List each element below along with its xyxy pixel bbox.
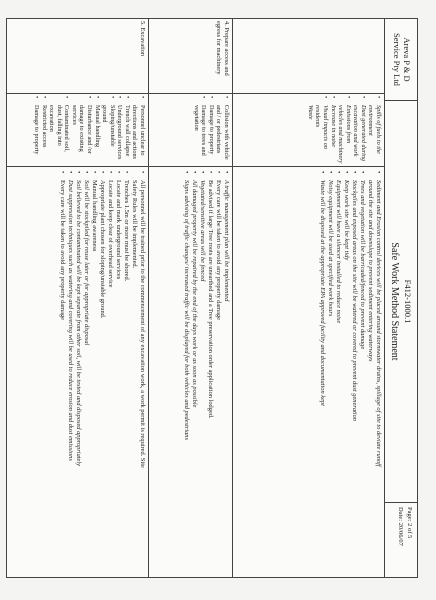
hazard-item: • Dust generated during excavation and work [352,95,367,164]
hazards-cell [233,94,384,167]
control-item: • All personnel will be trained prior to the commencement of any excavation work, a work permit is required. Site [138,170,146,574]
controls-cell [149,167,232,577]
company-name-line1: Areva P & D [402,37,412,82]
step-cell [233,19,384,94]
control-item: • Soil believed to be contaminated will be kept separate from other soil, will be tested and disposed appropriately [74,170,82,574]
hazard-item: • Contaminated soil, dust, falling into excavation [48,95,71,164]
hazard-item: • Damage to property [207,95,215,164]
document-title: Safe Work Method Statement [389,242,400,361]
hazards-cell [7,94,148,167]
control-item: • Stockpiles and exposed areas on the site will be watered or covered to prevent dust generation [350,170,358,574]
document-code: F412-1000.1 [403,279,413,324]
hazard-tail: Waste [306,105,314,120]
control-item: • Manual handling awareness [90,170,98,574]
hazard-item: • Sloping/unstable ground [101,95,116,164]
control-item: • Trees and vegetation will be barricaded/fenced to prevent damage [358,170,366,574]
hazard-item: • Visual impacts on residents [314,95,329,164]
document-date: Date: 20/06/07 [396,507,404,546]
hazards-cell [149,94,232,167]
control-item: • Locate and keep clear of overhead service [106,170,114,574]
table-row [232,19,384,577]
control-item: • Waste will be disposed at the appropriate EPA approved facility and documentation kept [318,170,326,574]
page-number: Page: 2 of 5 [406,507,413,539]
control-item-continued: Safety Rules will be implemented. [131,180,138,269]
control-item: • All damaged property will be repaired by the end of the days work or as soon as possible [190,170,198,574]
control-item: • Every care will be taken to avoid any property damage [214,170,222,574]
hazard-item: • Damage to property [33,95,41,164]
control-item: • Be advised if large Tree roots are unearthed and a Tree preservation order application lodged. [206,170,214,574]
hazard-item: • Emissions from vehicles and machinery [337,95,352,164]
control-item: • Sediment and Erosion control devices will be placed around stormwater drains, spillage of site to deviate runoff [374,170,382,574]
control-item: • Soil will be stockpiled for reuse later or for appropriate disposal [82,170,90,574]
control-item: • Locate and mark underground services [114,170,122,574]
control-item: • Trenches 1.5m or more must be shored. [122,170,130,574]
table-row [7,19,148,577]
control-item: • Signs advising of traffic changes/ increased traffic will be displayed for both vehicles and pedestrians [182,170,190,574]
control-item: • Appropriate plant chosen for sloping/unstable ground. [98,170,106,574]
page-info-cell [384,503,417,577]
hazard-item: • Spills of fuels to the environment [367,95,382,164]
swms-table [6,18,418,578]
hazard-item: • Restricted access [40,95,48,164]
control-item: • Noisy equipment will be used at specified work hours [326,170,334,574]
control-item: • Keep work site will be kept tidy [342,170,350,574]
control-item: • Every care will be taken to avoid any property damage [58,170,66,574]
hazard-item: • Disturbance and /or damage to existing services [70,95,93,164]
control-item: • Dust suppression techniques such as watering and covering will be used to reduce erosion and dust emissions [66,170,74,574]
hazard-item: • Underground services [116,95,124,164]
controls-cell [7,167,148,577]
hazard-item: • Trench wall collapse [123,95,131,164]
hazard-item: • Personnel unclear to directions and actions [131,95,146,164]
step-cell: 4. Prepare access and egress for machinery [149,19,232,94]
hazard-item: • Increase in noise [329,95,337,164]
table-row [148,19,232,577]
company-cell [384,19,417,101]
control-item: • Vegetated/sensitive areas will be fenced [198,170,206,574]
company-name-line2: Service Pty Ltd [392,33,402,86]
control-item: • A traffic management plan will be implemented [222,170,230,574]
document-title-cell [384,101,417,503]
hazard-item: • Damage to trees and vegetation [192,95,207,164]
step-cell: 5. Excavation [7,19,148,94]
control-item-continued: around the site and downslope to prevent sediment entering waterways [367,180,374,362]
hazard-item: • Collision with vehicle and / or pedestrians [215,95,230,164]
hazard-item: • Manual handling [93,95,101,164]
controls-cell [233,167,384,577]
control-item: • Equipment will have a silencer installed to reduce noise [334,170,342,574]
